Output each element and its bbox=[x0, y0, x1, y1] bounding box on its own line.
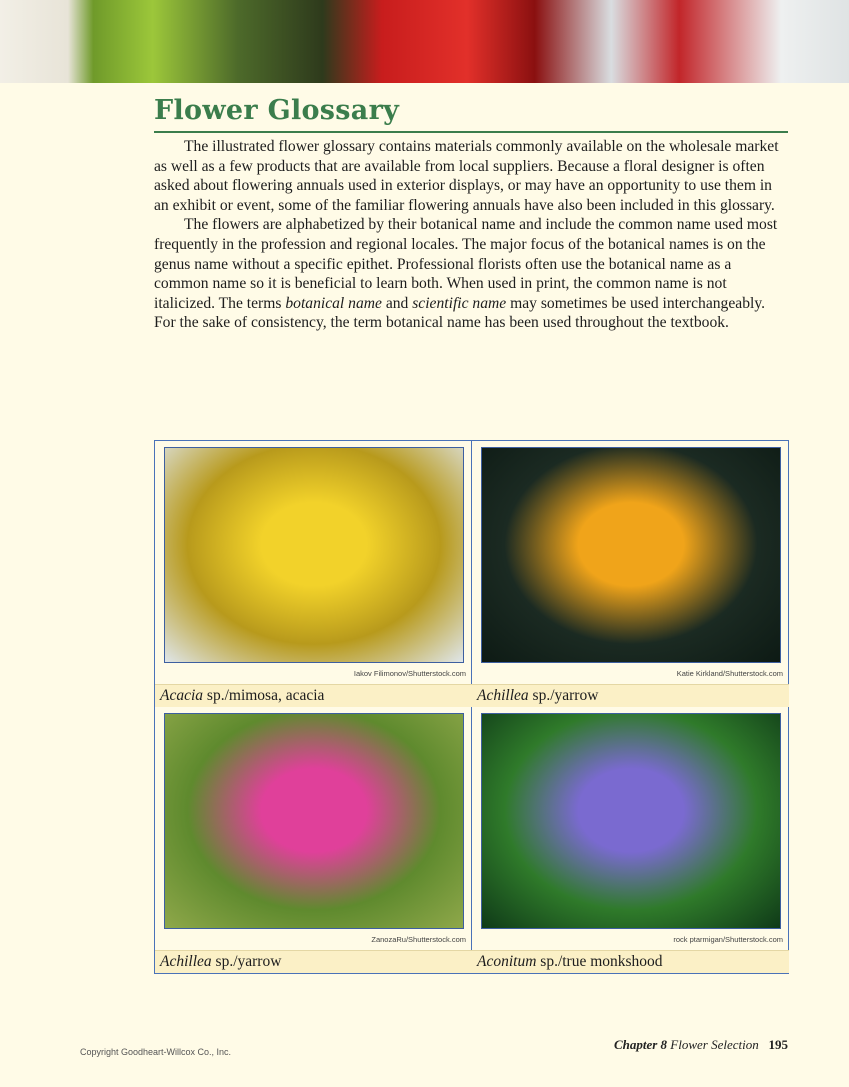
glossary-entry bbox=[155, 441, 472, 707]
entry-caption bbox=[472, 950, 789, 973]
entry-caption bbox=[155, 950, 472, 973]
common-name: sp./true monkshood bbox=[536, 953, 663, 970]
page-title: Flower Glossary bbox=[154, 95, 400, 126]
common-name: sp./mimosa, acacia bbox=[203, 687, 325, 704]
intro-text bbox=[154, 137, 788, 333]
entry-caption bbox=[472, 684, 789, 707]
flower-photo bbox=[164, 713, 464, 929]
glossary-entry bbox=[472, 707, 789, 973]
paragraph-1: The illustrated flower glossary contains materials commonly available on the wholesale market as well as a few products that are available from local suppliers. Because a floral designer is often asked about flowering annuals used in exterior displays, or may have an opportunity to use them in an exhibit or event, some of the familiar flowering annuals have also been included in this glossary. bbox=[154, 138, 779, 214]
common-name: sp./yarrow bbox=[211, 953, 282, 970]
common-name: sp./yarrow bbox=[528, 687, 599, 704]
glossary-entry bbox=[155, 707, 472, 973]
genus: Acacia bbox=[160, 687, 204, 704]
genus: Aconitum bbox=[477, 953, 537, 970]
photo-credit: rock ptarmigan/Shutterstock.com bbox=[673, 935, 783, 944]
text: may sometimes be used interchangeably. For the sake of consistency, the term botanical name has been used throughout the textbook. bbox=[154, 294, 766, 332]
flower-photo bbox=[164, 447, 464, 663]
glossary-entry bbox=[472, 441, 789, 707]
flower-photo bbox=[481, 447, 781, 663]
genus: Achillea bbox=[477, 687, 529, 704]
entry-caption bbox=[155, 684, 472, 707]
title-rule bbox=[154, 131, 788, 133]
section-label: Flower Selection bbox=[670, 1037, 759, 1052]
photo-credit: ZanozaRu/Shutterstock.com bbox=[371, 935, 466, 944]
glossary-grid bbox=[154, 440, 789, 974]
header-banner-photo bbox=[0, 0, 849, 83]
running-footer bbox=[614, 1037, 788, 1053]
photo-credit: Iakov Filimonov/Shutterstock.com bbox=[353, 669, 466, 678]
text: and bbox=[381, 294, 413, 312]
paragraph-2 bbox=[154, 215, 788, 333]
term-scientific: scientific name bbox=[412, 294, 507, 312]
flower-photo bbox=[481, 713, 781, 929]
copyright: Copyright Goodheart-Willcox Co., Inc. bbox=[80, 1047, 232, 1057]
text: The flowers are alphabetized by their botanical name and include the common name used most frequently in the profession and regional locales. The major focus of the botanical names is on the genus name without a specific epithet. Professional florists often use the botanical name as a common name so it is beneficial to learn both. When used in print, the common name is not italicized. The terms bbox=[154, 216, 778, 312]
chapter-label: Chapter 8 bbox=[613, 1037, 668, 1052]
page-number: 195 bbox=[768, 1037, 788, 1052]
term-botanical: botanical name bbox=[285, 294, 382, 312]
genus: Achillea bbox=[160, 953, 212, 970]
photo-credit: Katie Kirkland/Shutterstock.com bbox=[676, 669, 783, 678]
